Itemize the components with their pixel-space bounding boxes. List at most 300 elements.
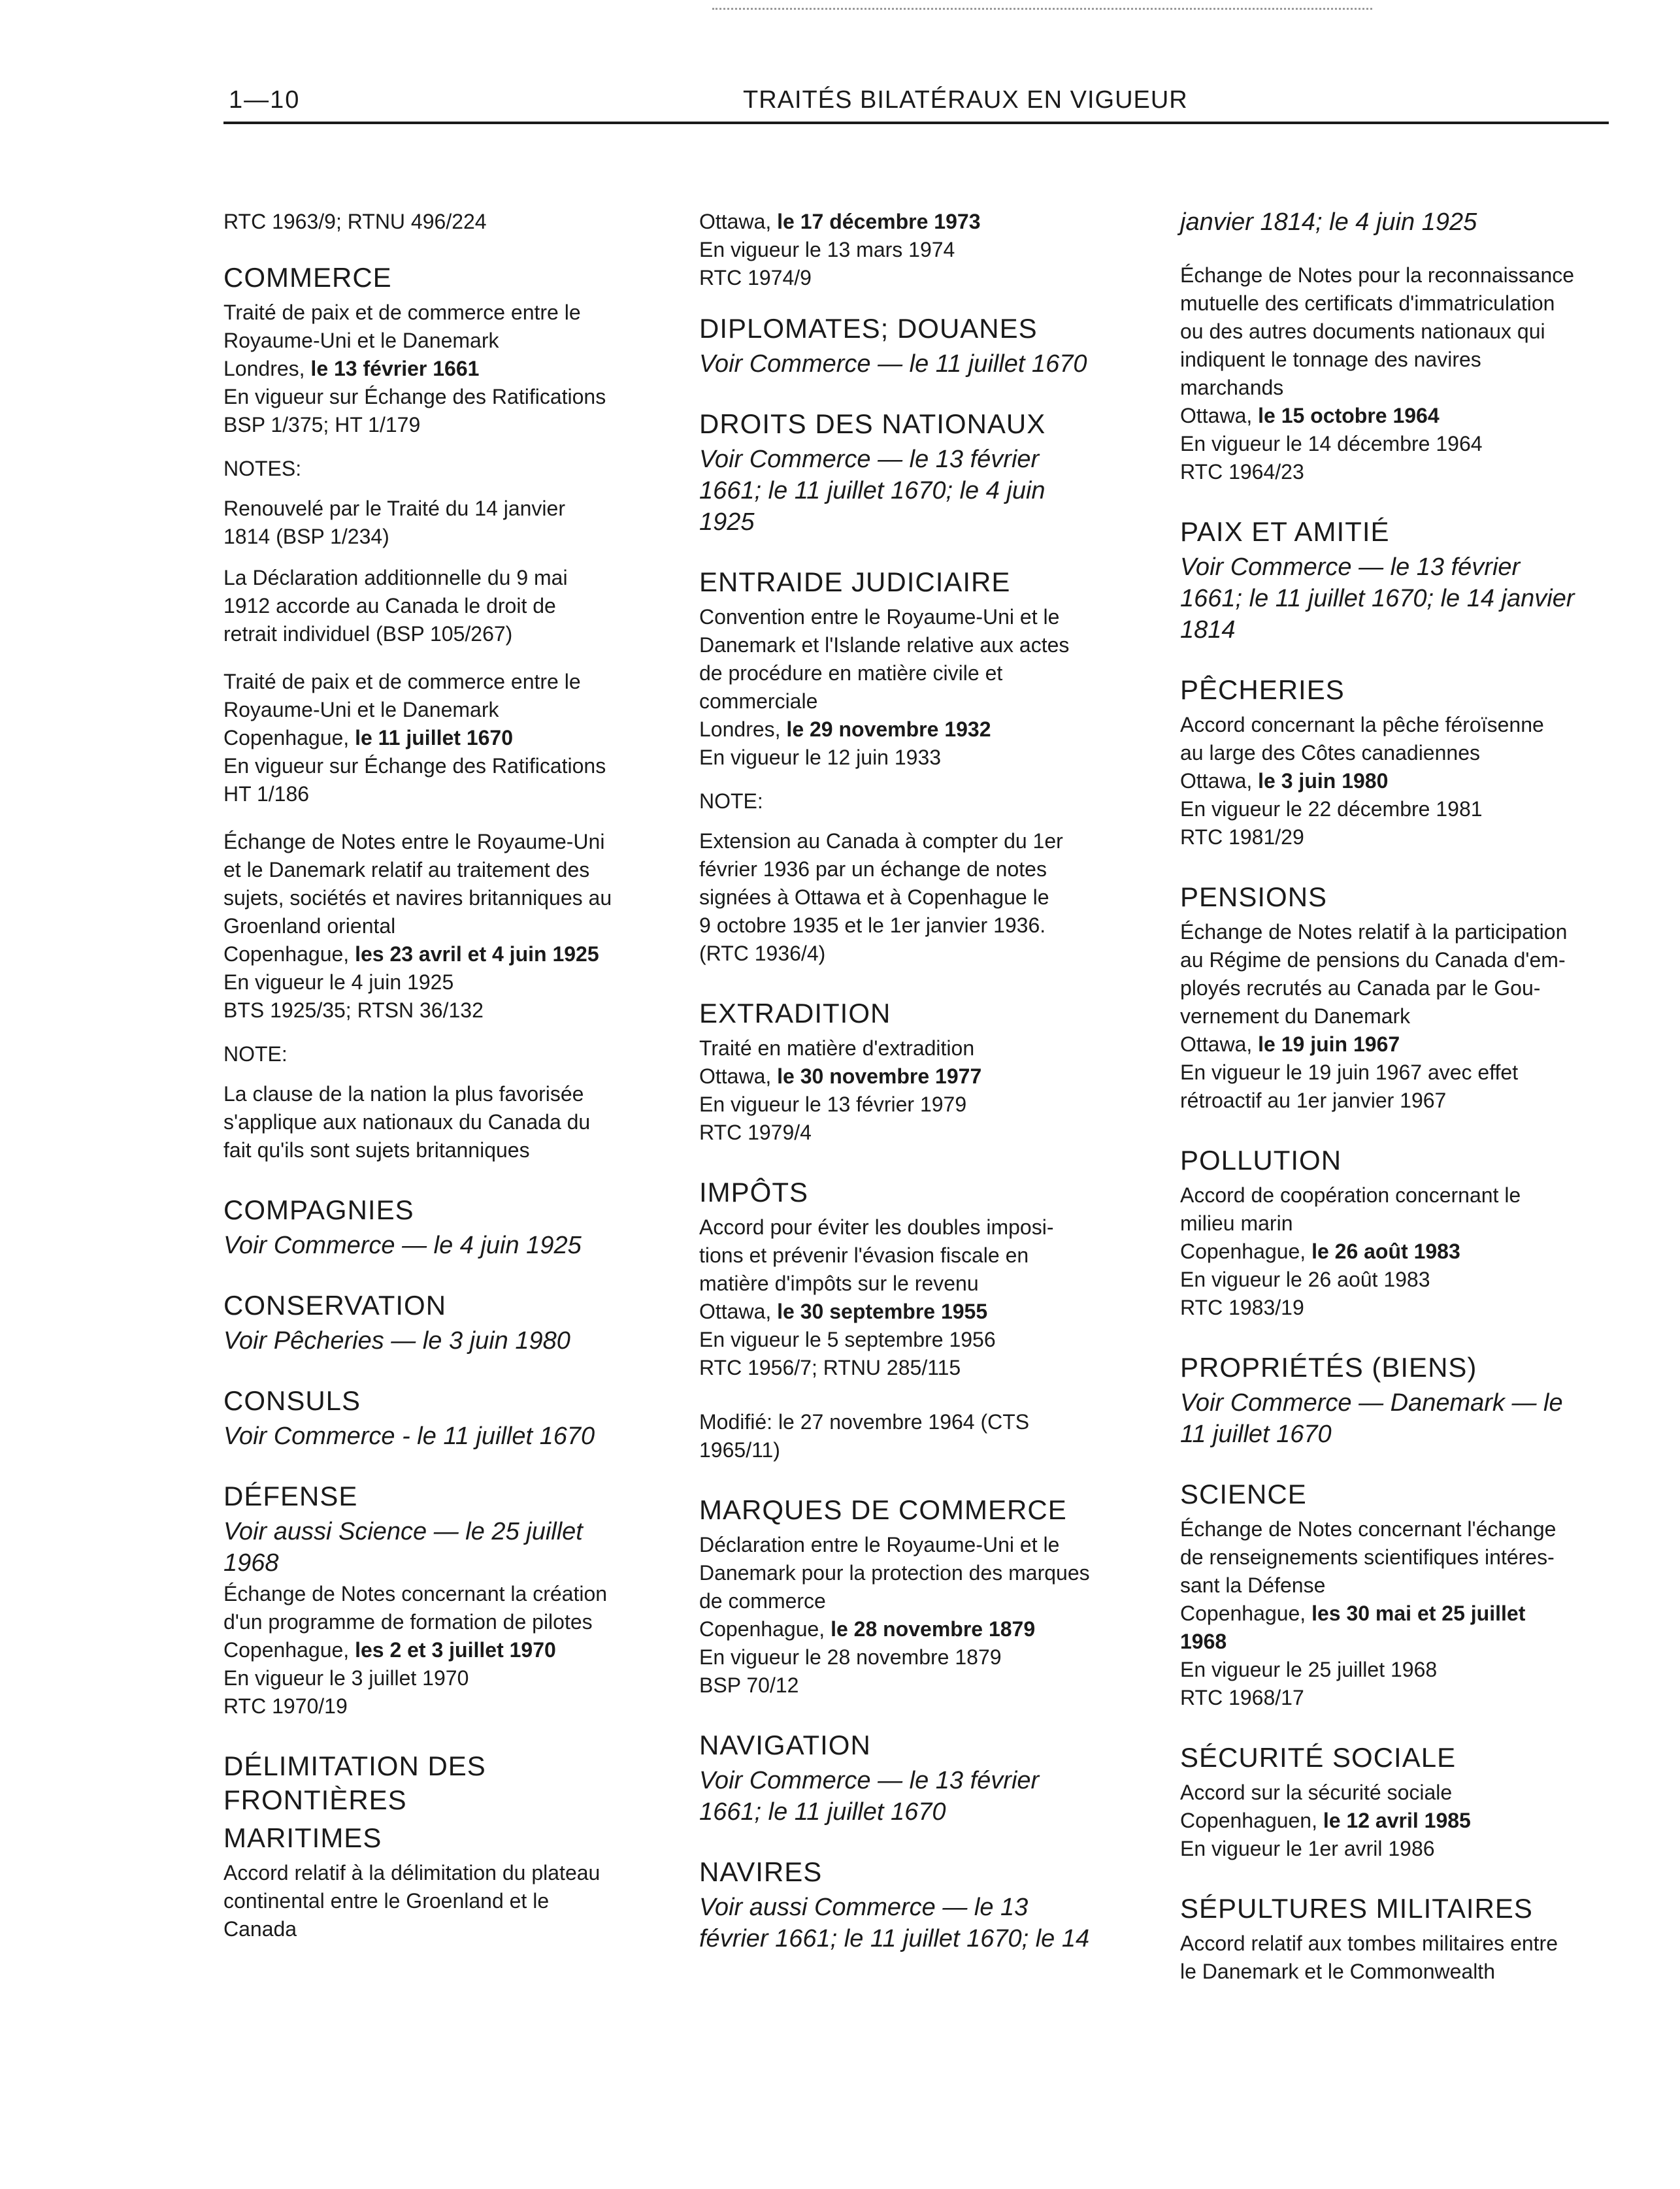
treaty-entry <box>1180 261 1638 486</box>
signature-date: le 3 juin 1980 <box>1258 769 1389 793</box>
section <box>1180 1144 1638 1322</box>
section-heading: NAVIRES <box>699 1856 823 1887</box>
entry-line <box>1180 767 1638 795</box>
section <box>1180 1741 1638 1863</box>
line-text: En vigueur sur Échange des Ratifications <box>223 754 606 778</box>
entry-line <box>223 724 661 752</box>
entry-line <box>699 1119 1157 1147</box>
entry-line <box>699 1091 1157 1119</box>
section-heading: PAIX ET AMITIÉ <box>1180 516 1390 547</box>
note-line: La clause de la nation la plus favorisée <box>223 1082 584 1106</box>
signature-date: le 19 juin 1967 <box>1258 1032 1400 1056</box>
section <box>699 1855 1157 1953</box>
entry-line <box>699 1531 1157 1559</box>
signature-date: le 13 février 1661 <box>310 357 480 380</box>
entry-line <box>699 631 1157 659</box>
entry-line <box>1180 289 1638 318</box>
page-number: 1—10 <box>229 86 301 114</box>
line-text: Accord sur la sécurité sociale <box>1180 1781 1453 1804</box>
entry-line <box>223 856 661 884</box>
line-text: milieu marin <box>1180 1211 1293 1235</box>
line-text: En vigueur le 13 février 1979 <box>699 1093 967 1116</box>
line-text: vernement du Danemark <box>1180 1004 1411 1028</box>
note-line: s'applique aux nationaux du Canada du <box>223 1110 591 1134</box>
entry-line <box>1180 1835 1638 1863</box>
line-text: Copenhague, <box>1180 1240 1312 1263</box>
line-text: Déclaration entre le Royaume-Uni et le <box>699 1533 1060 1556</box>
entry-line <box>223 828 661 856</box>
line-text: Copenhague, <box>699 1617 831 1641</box>
entry-line <box>699 264 1157 292</box>
treaty-entry <box>223 668 661 808</box>
section <box>699 1493 1157 1700</box>
signature-date: le 26 août 1983 <box>1311 1240 1460 1263</box>
entry-line <box>223 968 661 996</box>
entry-line <box>699 1587 1157 1615</box>
section <box>1180 261 1638 486</box>
section <box>1180 1477 1638 1712</box>
treaty-entry <box>223 299 661 648</box>
section <box>699 565 1157 968</box>
line-text: et le Danemark relatif au traitement des <box>223 858 590 881</box>
entry-line <box>1180 1181 1638 1210</box>
line-text: sant la Défense <box>1180 1573 1326 1597</box>
entry-line <box>1180 1684 1638 1712</box>
line-text: Traité en matière d'extradition <box>699 1036 975 1060</box>
entry-line <box>1180 946 1638 974</box>
line-text: ou des autres documents nationaux qui <box>1180 320 1545 343</box>
line-text: d'un programme de formation de pilotes <box>223 1610 593 1634</box>
line-text: mutuelle des certificats d'immatriculation <box>1180 291 1555 315</box>
section-heading: SÉCURITÉ SOCIALE <box>1180 1742 1457 1773</box>
section-heading: NAVIGATION <box>699 1730 871 1760</box>
line-text: au large des Côtes canadiennes <box>1180 741 1480 765</box>
entry-line <box>1180 1515 1638 1543</box>
entry-line <box>223 355 661 383</box>
section-heading: DÉLIMITATION DES FRONTIÈRES <box>223 1751 486 1815</box>
line-text: En vigueur le 4 juin 1925 <box>223 970 454 994</box>
line-text: continental entre le Groenland et le <box>223 1889 550 1913</box>
signature-date: le 29 novembre 1932 <box>786 717 991 741</box>
line-text: au Régime de pensions du Canada d'em- <box>1180 948 1566 972</box>
line-text: En vigueur le 5 septembre 1956 <box>699 1328 996 1351</box>
line-text: Accord concernant la pêche féroïsenne <box>1180 713 1544 736</box>
line-text: indiquent le tonnage des navires <box>1180 348 1481 371</box>
section-heading: IMPÔTS <box>699 1177 809 1208</box>
line-text: RTC 1981/29 <box>1180 825 1304 849</box>
entry-line <box>699 1034 1157 1062</box>
note <box>699 827 1157 968</box>
entry-line <box>1180 1266 1638 1294</box>
line-text: Copenhague, <box>223 726 355 749</box>
line-text: de commerce <box>699 1589 826 1613</box>
note-line: (RTC 1936/4) <box>699 942 826 965</box>
entry-line <box>223 996 661 1025</box>
entry-line <box>699 603 1157 631</box>
signature-date: les 2 et 3 juillet 1970 <box>355 1638 556 1662</box>
line-text: Copenhaguen, <box>1180 1809 1323 1832</box>
page-header <box>223 84 1609 124</box>
entry-line <box>1180 318 1638 346</box>
note-line: 1814 (BSP 1/234) <box>223 525 389 548</box>
line-text: Traité de paix et de commerce entre le <box>223 670 581 693</box>
line-text: RTC 1964/23 <box>1180 460 1304 484</box>
treaty-entry <box>1180 918 1638 1115</box>
section <box>223 1479 661 1720</box>
line-text: Échange de Notes pour la reconnaissance <box>1180 263 1575 287</box>
line-text: Échange de Notes concernant la création <box>223 1582 608 1605</box>
line-text: RTC 1974/9 <box>699 266 812 289</box>
entry-line <box>223 411 661 439</box>
cross-reference: 1814 <box>1180 616 1236 644</box>
section <box>699 1728 1157 1826</box>
section <box>223 1289 661 1355</box>
entry-line <box>1180 1779 1638 1807</box>
line-text: Royaume-Uni et le Danemark <box>223 698 499 721</box>
entry-line <box>1180 1930 1638 1958</box>
cross-reference: Voir Commerce - le 11 juillet 1670 <box>223 1423 595 1450</box>
line-text: En vigueur le 26 août 1983 <box>1180 1268 1430 1291</box>
continued-reference: RTC 1963/9; RTNU 496/224 <box>223 210 487 233</box>
section-heading: COMPAGNIES <box>223 1194 414 1225</box>
entry-line <box>223 1859 661 1887</box>
entry-line <box>223 1580 661 1608</box>
entry-line <box>223 884 661 912</box>
section-heading: COMMERCE <box>223 262 392 293</box>
cross-reference: Voir Commerce — le 11 juillet 1670 <box>699 350 1087 378</box>
line-text: Accord pour éviter les doubles imposi- <box>699 1215 1054 1239</box>
entry-line <box>699 1671 1157 1700</box>
entry-line <box>699 716 1157 744</box>
amendment-line: 1965/11) <box>699 1438 780 1462</box>
entry-line <box>699 744 1157 772</box>
section-heading: ENTRAIDE JUDICIAIRE <box>699 567 1011 597</box>
note-line: retrait individuel (BSP 105/267) <box>223 622 513 646</box>
section-heading: PÊCHERIES <box>1180 674 1345 705</box>
line-text: Londres, <box>699 717 787 741</box>
line-text: tions et prévenir l'évasion fiscale en <box>699 1243 1029 1267</box>
entry-line <box>1180 1958 1638 1986</box>
cross-reference: 11 juillet 1670 <box>1180 1421 1332 1448</box>
line-text: HT 1/186 <box>223 782 310 806</box>
line-text: Ottawa, <box>699 210 778 233</box>
section <box>223 1193 661 1260</box>
line-text: BSP 1/375; HT 1/179 <box>223 413 421 436</box>
entry-line <box>699 208 1157 236</box>
entry-line <box>223 1915 661 1943</box>
section <box>1180 673 1638 851</box>
section <box>699 407 1157 536</box>
line-text: matière d'impôts sur le revenu <box>699 1272 979 1295</box>
entry-line <box>699 1270 1157 1298</box>
treaty-entry <box>1180 1930 1638 1986</box>
section <box>223 1384 661 1451</box>
line-text: BTS 1925/35; RTSN 36/132 <box>223 998 484 1022</box>
entry-line <box>1180 795 1638 823</box>
column-3 <box>1180 208 1638 2015</box>
entry-line <box>1180 1002 1638 1030</box>
line-text: En vigueur sur Échange des Ratifications <box>223 385 606 408</box>
column-2 <box>699 208 1157 1982</box>
line-text: de procédure en matière civile et <box>699 661 1003 685</box>
note-line: La Déclaration additionnelle du 9 mai <box>223 566 568 589</box>
notes-label: NOTES: <box>223 457 302 480</box>
entry-line <box>1180 1572 1638 1600</box>
signature-date: le 30 novembre 1977 <box>777 1064 982 1088</box>
line-text: Copenhague, <box>1180 1602 1312 1625</box>
line-text: Londres, <box>223 357 311 380</box>
entry-line <box>1180 739 1638 767</box>
entry-line <box>1180 823 1638 851</box>
cross-reference: Voir Commerce — Danemark — le <box>1180 1389 1563 1417</box>
section <box>223 1749 661 1943</box>
entry-line <box>223 1664 661 1692</box>
section-heading: CONSERVATION <box>223 1290 447 1321</box>
entry-line <box>699 236 1157 264</box>
section-heading: DÉFENSE <box>223 1481 358 1511</box>
treaty-entry <box>223 1859 661 1943</box>
note <box>223 1080 661 1164</box>
note-line: fait qu'ils sont sujets britanniques <box>223 1138 530 1162</box>
amendment-line: Modifié: le 27 novembre 1964 (CTS <box>699 1410 1030 1434</box>
line-text: Échange de Notes concernant l'échange <box>1180 1517 1556 1541</box>
entry-line <box>699 1615 1157 1643</box>
entry-line <box>699 687 1157 716</box>
scan-artifact-line <box>712 8 1372 10</box>
line-text: En vigueur le 1er avril 1986 <box>1180 1837 1435 1860</box>
entry-line <box>223 912 661 940</box>
entry-line <box>699 1354 1157 1382</box>
cross-reference: 1661; le 11 juillet 1670; le 4 juin <box>699 477 1046 504</box>
section <box>1180 1892 1638 1986</box>
cross-reference: Voir Commerce — le 13 février <box>699 446 1040 473</box>
entry-line <box>223 696 661 724</box>
entry-line <box>223 327 661 355</box>
line-text: Échange de Notes relatif à la participation <box>1180 920 1568 944</box>
entry-line <box>223 1692 661 1720</box>
amendment <box>699 1408 1157 1464</box>
entry-line <box>699 1559 1157 1587</box>
line-text: RTC 1979/4 <box>699 1121 812 1144</box>
line-text: rétroactif au 1er janvier 1967 <box>1180 1089 1447 1112</box>
entry-line <box>1180 1807 1638 1835</box>
entry-line <box>223 752 661 780</box>
signature-date: le 30 septembre 1955 <box>777 1300 988 1323</box>
section-heading: DIPLOMATES; DOUANES <box>699 313 1038 344</box>
signature-date: le 17 décembre 1973 <box>777 210 981 233</box>
entry-line <box>1180 430 1638 458</box>
section-heading-continued: MARITIMES <box>223 1822 382 1853</box>
line-text: En vigueur le 19 juin 1967 avec effet <box>1180 1061 1519 1084</box>
line-text: RTC 1983/19 <box>1180 1296 1304 1319</box>
notes-label: NOTE: <box>699 789 763 813</box>
continued-entry <box>699 208 1157 292</box>
line-text: marchands <box>1180 376 1284 399</box>
section-heading: EXTRADITION <box>699 998 891 1029</box>
continued-cross-reference: janvier 1814; le 4 juin 1925 <box>1180 208 1477 236</box>
treaty-entry <box>1180 1181 1638 1322</box>
entry-line <box>1180 1543 1638 1572</box>
section <box>1180 880 1638 1115</box>
signature-date: les 23 avril et 4 juin 1925 <box>355 942 599 966</box>
note-line: 9 octobre 1935 et le 1er janvier 1936. <box>699 913 1046 937</box>
line-text: En vigueur le 14 décembre 1964 <box>1180 432 1483 455</box>
line-text: Traité de paix et de commerce entre le <box>223 301 581 324</box>
line-text: Échange de Notes entre le Royaume-Uni <box>223 830 605 853</box>
entry-line <box>1180 974 1638 1002</box>
line-text: En vigueur le 28 novembre 1879 <box>699 1645 1002 1669</box>
entry-line <box>1180 1656 1638 1684</box>
entry-line <box>699 1213 1157 1242</box>
section <box>699 312 1157 378</box>
line-text: En vigueur le 3 juillet 1970 <box>223 1666 469 1690</box>
treaty-entry <box>699 603 1157 968</box>
line-text: En vigueur le 13 mars 1974 <box>699 238 955 261</box>
line-text: Copenhague, <box>223 942 355 966</box>
cross-reference: Voir aussi Science — le 25 juillet <box>223 1518 583 1545</box>
note-line: Extension au Canada à compter du 1er <box>699 829 1063 853</box>
cross-reference: Voir Commerce — le 13 février <box>699 1767 1040 1794</box>
entry-line <box>1180 1600 1638 1628</box>
note-line: 1912 accorde au Canada le droit de <box>223 594 556 617</box>
notes-label: NOTE: <box>223 1042 288 1066</box>
section <box>1180 515 1638 644</box>
line-text: RTC 1956/7; RTNU 285/115 <box>699 1356 961 1379</box>
entry-line <box>699 1643 1157 1671</box>
line-text: sujets, sociétés et navires britanniques au <box>223 886 612 910</box>
note <box>223 564 661 648</box>
treaty-entry <box>699 1213 1157 1464</box>
section-heading: PROPRIÉTÉS (BIENS) <box>1180 1352 1477 1383</box>
entry-line <box>699 1298 1157 1326</box>
line-text: Ottawa, <box>699 1300 778 1323</box>
signature-date: les 30 mai et 25 juillet <box>1311 1602 1526 1625</box>
line-text: Ottawa, <box>1180 404 1259 427</box>
entry-line <box>223 299 661 327</box>
line-text: Convention entre le Royaume-Uni et le <box>699 605 1060 629</box>
signature-date: le 28 novembre 1879 <box>831 1617 1036 1641</box>
entry-line <box>699 1242 1157 1270</box>
section-heading: SÉPULTURES MILITAIRES <box>1180 1893 1533 1924</box>
entry-line <box>223 1608 661 1636</box>
entry-line <box>1180 346 1638 374</box>
section-heading: DROITS DES NATIONAUX <box>699 408 1046 439</box>
entry-line <box>1180 1030 1638 1059</box>
treaty-entry <box>699 1034 1157 1147</box>
entry-line <box>699 1062 1157 1091</box>
section <box>1180 1351 1638 1449</box>
line-text: Ottawa, <box>1180 1032 1259 1056</box>
line-text: le Danemark et le Commonwealth <box>1180 1960 1495 1983</box>
line-text: En vigueur le 25 juillet 1968 <box>1180 1658 1438 1681</box>
note-line: février 1936 par un échange de notes <box>699 857 1047 881</box>
treaty-entry <box>1180 1515 1638 1712</box>
treaty-entry <box>699 1531 1157 1700</box>
section-heading: CONSULS <box>223 1385 361 1416</box>
line-text: Accord relatif aux tombes militaires entre <box>1180 1932 1558 1955</box>
section-heading: SCIENCE <box>1180 1479 1307 1509</box>
cross-reference: Voir Pêcheries — le 3 juin 1980 <box>223 1327 570 1355</box>
line-text: Ottawa, <box>1180 769 1259 793</box>
cross-reference: Voir aussi Commerce — le 13 <box>699 1894 1029 1921</box>
section <box>699 996 1157 1147</box>
line-text: Royaume-Uni et le Danemark <box>223 329 499 352</box>
line-text: RTC 1970/19 <box>223 1694 348 1718</box>
line-text: En vigueur le 22 décembre 1981 <box>1180 797 1483 821</box>
entry-line <box>1180 458 1638 486</box>
note <box>223 495 661 551</box>
entry-line <box>1180 1238 1638 1266</box>
section-heading: POLLUTION <box>1180 1145 1342 1176</box>
entry-line <box>1180 1059 1638 1087</box>
signature-date: le 11 juillet 1670 <box>355 726 513 749</box>
entry-line <box>223 780 661 808</box>
entry-line <box>1180 918 1638 946</box>
cross-reference: 1661; le 11 juillet 1670; le 14 janvier <box>1180 585 1575 612</box>
entry-line <box>1180 402 1638 430</box>
note-line: signées à Ottawa et à Copenhague le <box>699 885 1049 909</box>
entry-line <box>1180 1628 1638 1656</box>
line-text: Copenhague, <box>223 1638 355 1662</box>
entry-line <box>1180 374 1638 402</box>
line-text: Groenland oriental <box>223 914 396 938</box>
entry-line <box>1180 1087 1638 1115</box>
signature-date: 1968 <box>1180 1630 1227 1653</box>
treaty-entry <box>223 1580 661 1720</box>
cross-reference: 1925 <box>699 508 755 536</box>
treaty-entry <box>1180 1779 1638 1863</box>
line-text: commerciale <box>699 689 818 713</box>
section-heading: MARQUES DE COMMERCE <box>699 1494 1067 1525</box>
line-text: Danemark pour la protection des marques <box>699 1561 1090 1585</box>
entry-line <box>223 940 661 968</box>
cross-reference: 1968 <box>223 1549 279 1577</box>
section-heading: PENSIONS <box>1180 881 1328 912</box>
entry-line <box>223 383 661 411</box>
entry-line <box>223 1887 661 1915</box>
line-text: Accord relatif à la délimitation du plateau <box>223 1861 601 1885</box>
line-text: Accord de coopération concernant le <box>1180 1183 1521 1207</box>
entry-line <box>1180 711 1638 739</box>
entry-line <box>1180 1294 1638 1322</box>
cross-reference: février 1661; le 11 juillet 1670; le 14 <box>699 1925 1090 1952</box>
line-text: Danemark et l'Islande relative aux actes <box>699 633 1070 657</box>
cross-reference: Voir Commerce — le 13 février <box>1180 553 1521 581</box>
cross-reference: Voir Commerce — le 4 juin 1925 <box>223 1232 582 1259</box>
line-text: de renseignements scientifiques intéres- <box>1180 1545 1555 1569</box>
line-text: BSP 70/12 <box>699 1673 799 1697</box>
line-text: ployés recrutés au Canada par le Gou- <box>1180 976 1541 1000</box>
entry-line <box>223 1636 661 1664</box>
section <box>223 261 661 1164</box>
entry-line <box>1180 1210 1638 1238</box>
note-line: Renouvelé par le Traité du 14 janvier <box>223 497 565 520</box>
entry-line <box>1180 261 1638 289</box>
line-text: Ottawa, <box>699 1064 778 1088</box>
treaty-entry <box>1180 711 1638 851</box>
line-text: Canada <box>223 1917 297 1941</box>
signature-date: le 15 octobre 1964 <box>1258 404 1440 427</box>
line-text: En vigueur le 12 juin 1933 <box>699 746 942 769</box>
section <box>699 1176 1157 1464</box>
line-text: RTC 1968/17 <box>1180 1686 1304 1709</box>
running-title: TRAITÉS BILATÉRAUX EN VIGUEUR <box>743 86 1188 114</box>
entry-line <box>699 659 1157 687</box>
column-1 <box>223 208 661 1972</box>
entry-line <box>699 1326 1157 1354</box>
signature-date: le 12 avril 1985 <box>1323 1809 1471 1832</box>
entry-line <box>223 668 661 696</box>
